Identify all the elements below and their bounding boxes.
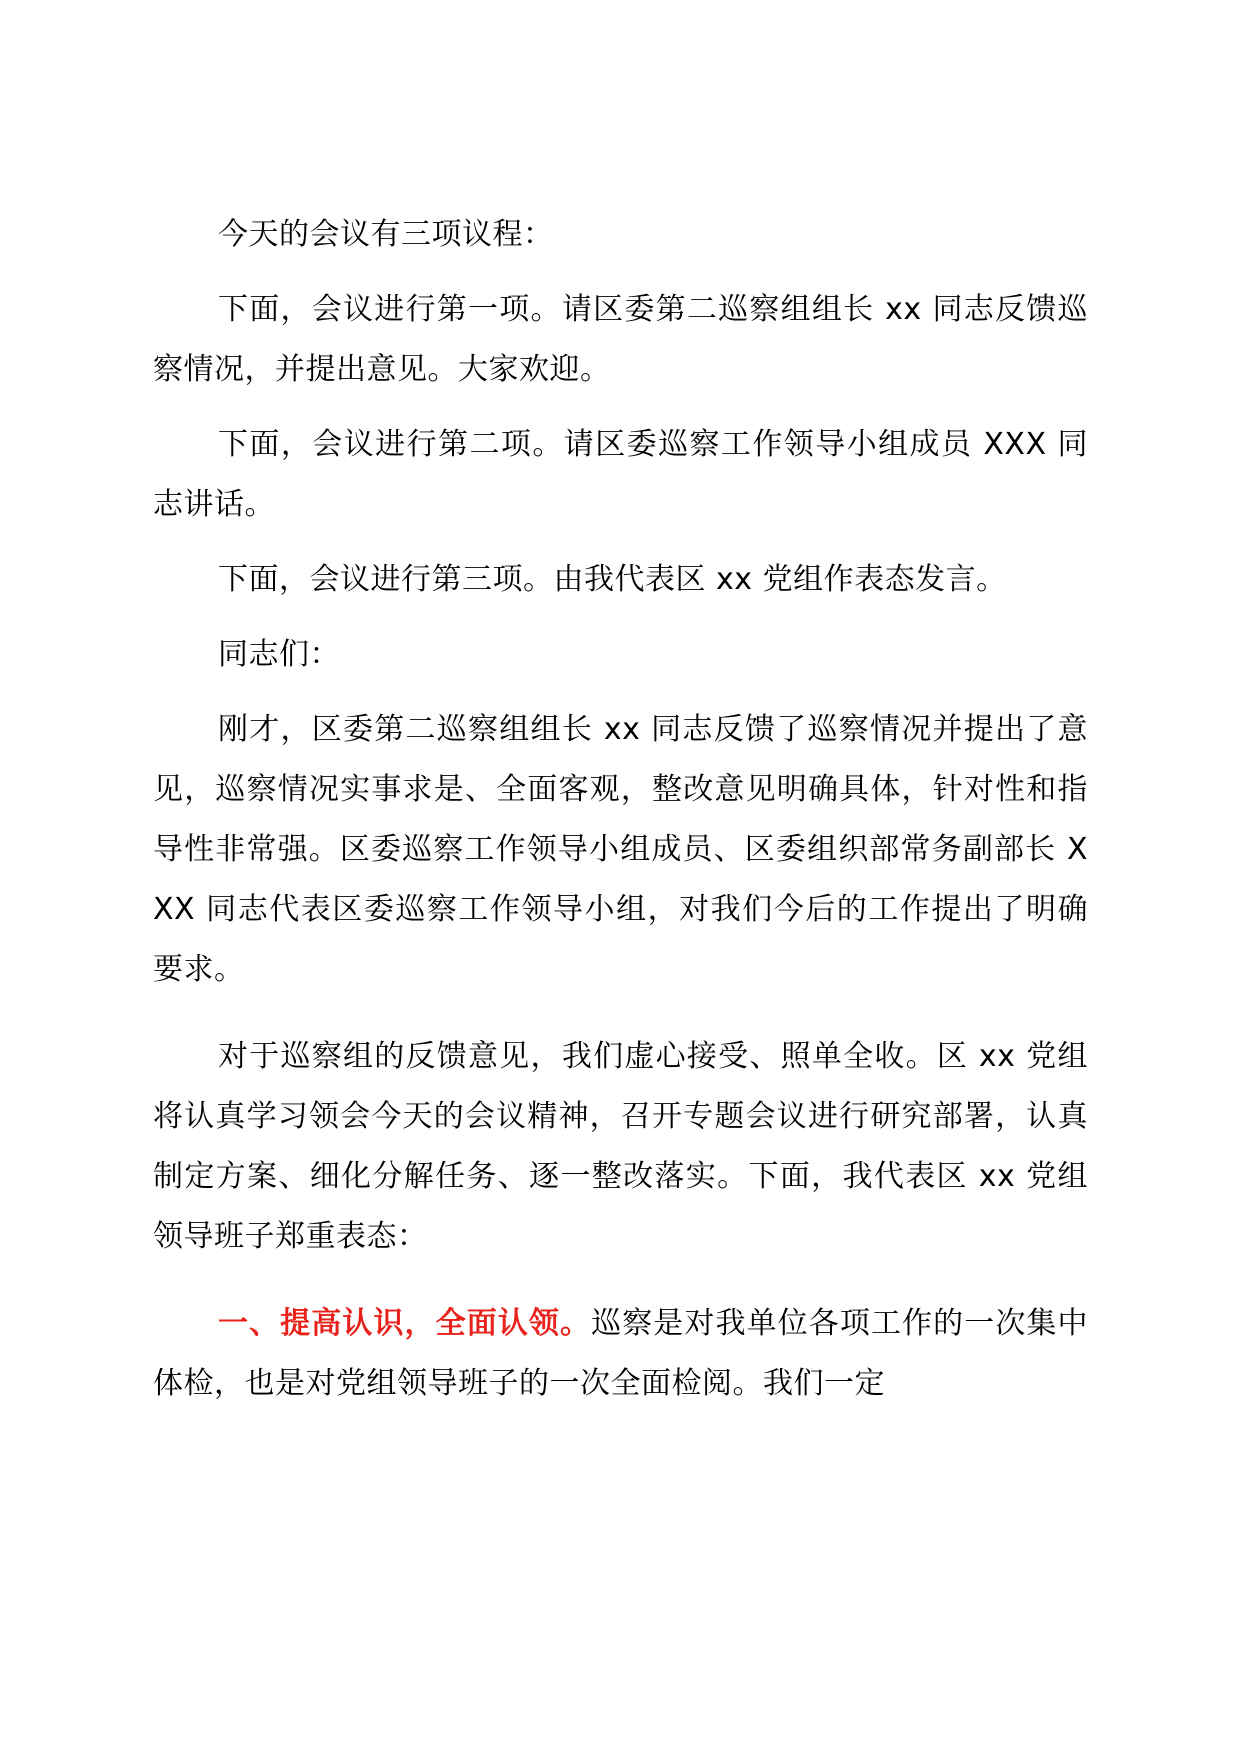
paragraph-feedback-summary: 刚才，区委第二巡察组组长 xx 同志反馈了巡察情况并提出了意见，巡察情况实事求是、全面客观，整改意见明确具体，针对性和指导性非常强。区委巡察工作领导小组成员、区委组织部常务副部长 XXX 同志代表区委巡察工作领导小组，对我们今后的工作提出了明确要求。 — [153, 712, 1088, 987]
document-body — [153, 205, 1088, 1414]
section-one-heading: 一、提高认识，全面认领。 — [218, 1306, 592, 1341]
paragraph-item-two: 下面，会议进行第二项。请区委巡察工作领导小组成员 XXX 同志讲话。 — [153, 427, 1088, 522]
paragraph-item-three: 下面，会议进行第三项。由我代表区 xx 党组作表态发言。 — [218, 562, 1007, 597]
paragraph-item-one: 下面，会议进行第一项。请区委第二巡察组组长 xx 同志反馈巡察情况，并提出意见。大家欢迎。 — [153, 292, 1088, 387]
section-one-paragraph — [153, 1294, 1088, 1414]
section-one-body: 巡察是对我单位各项工作的一次集中体检，也是对党组领导班子的一次全面检阅。我们一定 — [153, 1306, 1089, 1401]
paragraph-agenda-intro: 今天的会议有三项议程： — [218, 217, 554, 252]
paragraph-acceptance: 对于巡察组的反馈意见，我们虚心接受、照单全收。区 xx 党组将认真学习领会今天的会议精神，召开专题会议进行研究部署，认真制定方案、细化分解任务、逐一整改落实。下面，我代表区 xx 党组领导班子郑重表态： — [153, 1039, 1088, 1254]
paragraph-greeting: 同志们： — [218, 637, 340, 672]
